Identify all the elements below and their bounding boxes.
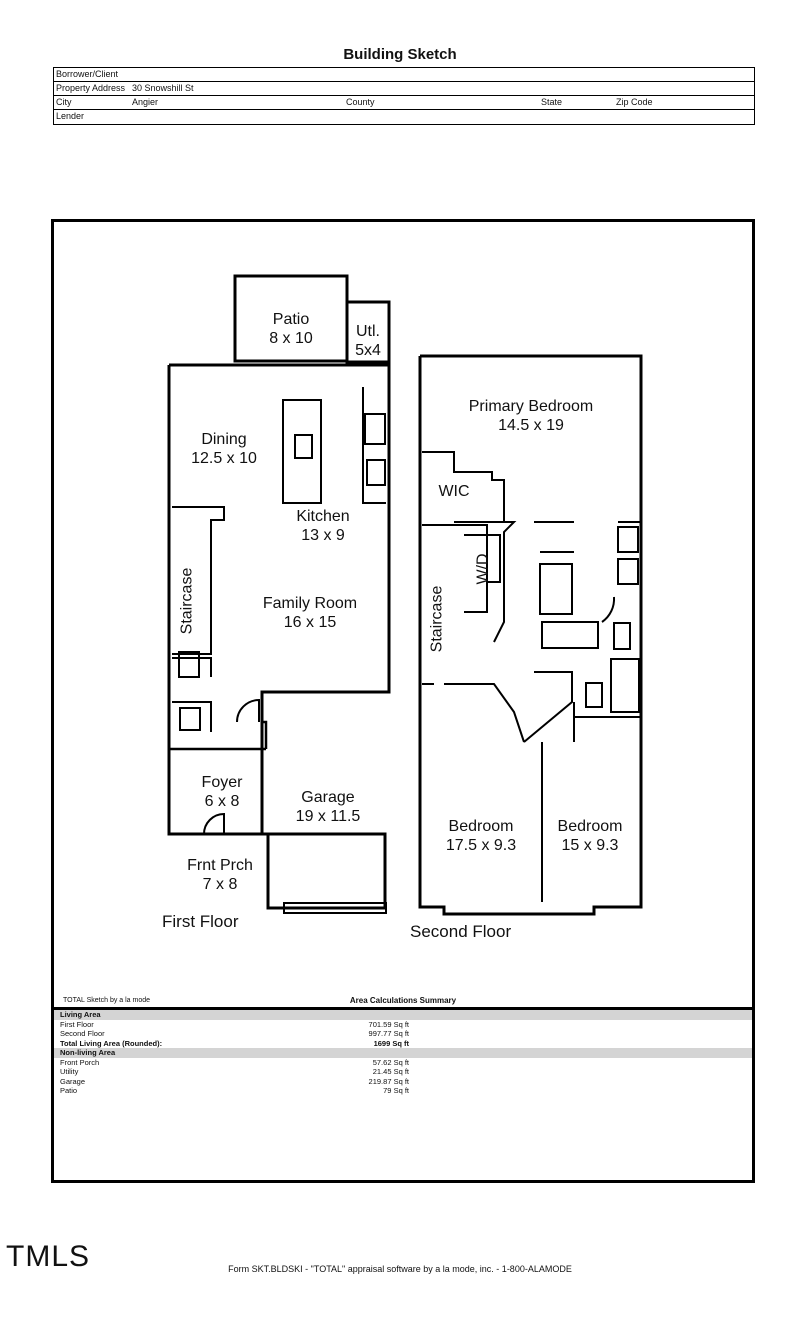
second-floor-label: Second Floor <box>410 922 512 941</box>
county-label: County <box>346 97 375 107</box>
mls-watermark-logo: TMLS <box>6 1240 91 1273</box>
address-value: 30 Snowshill St <box>132 83 194 93</box>
dining-dim: 12.5 x 10 <box>191 450 257 467</box>
porch-dim: 7 x 8 <box>202 876 238 893</box>
borrower-row <box>54 68 754 82</box>
patio-area-value: 79 Sq ft <box>383 1086 409 1095</box>
utility-label <box>355 322 381 360</box>
garage-label <box>296 788 361 826</box>
summary-row <box>54 1029 752 1039</box>
software-note: TOTAL Sketch by a la mode <box>63 997 151 1004</box>
kitchen-name: Kitchen <box>296 508 350 525</box>
lender-label: Lender <box>56 111 85 121</box>
summary-title-bar <box>54 995 752 1010</box>
city-value: Angier <box>132 97 159 107</box>
lender-row <box>54 110 754 124</box>
summary-row <box>54 1020 752 1030</box>
address-row <box>54 82 754 96</box>
staircase-label-second: Staircase <box>428 585 446 653</box>
fridge <box>367 460 385 485</box>
staircase-label-first: Staircase <box>178 567 196 635</box>
range <box>365 414 385 444</box>
kitchen-island <box>283 400 321 503</box>
kitchen-dim: 13 x 9 <box>301 527 345 544</box>
foyer-label <box>202 773 243 811</box>
porch-area-value: 57.62 Sq ft <box>372 1057 409 1067</box>
primary-bedroom-name: Primary Bedroom <box>468 398 594 415</box>
summary-row <box>54 1058 752 1068</box>
second-floor-area-label: Second Floor <box>60 1029 105 1038</box>
garage-area-value: 219.87 Sq ft <box>368 1076 409 1086</box>
garage-name: Garage <box>301 789 355 806</box>
utility-dim: 5x4 <box>355 342 381 359</box>
first-floor-label: First Floor <box>162 912 239 931</box>
summary-row <box>54 1067 752 1077</box>
kitchen-label <box>296 507 349 545</box>
bedroom-3-label <box>558 817 623 855</box>
second-floor-area-value: 997.77 Sq ft <box>368 1029 409 1038</box>
bedroom-3-name: Bedroom <box>557 818 623 835</box>
family-room-name: Family Room <box>262 595 358 612</box>
wic-label: WIC <box>438 483 470 500</box>
utility-name: Utl. <box>355 323 380 340</box>
porch-label <box>187 856 253 894</box>
bedroom-2-dim: 17.5 x 9.3 <box>445 837 517 854</box>
living-area-band <box>54 1010 752 1020</box>
sketch-sheet <box>51 219 755 1183</box>
utility-area-label: Utility <box>60 1067 79 1076</box>
total-area-label: Total Living Area (Rounded): <box>60 1038 163 1048</box>
patio-area-label: Patio <box>60 1086 78 1095</box>
foyer-name: Foyer <box>201 774 243 791</box>
living-area-label: Living Area <box>60 1010 101 1019</box>
primary-bedroom-label <box>469 397 593 435</box>
patio-label <box>269 310 313 348</box>
bedroom-2-label <box>446 817 516 855</box>
porch-name: Frnt Prch <box>187 857 253 874</box>
bedroom-3-dim: 15 x 9.3 <box>561 837 619 854</box>
non-living-area-band <box>54 1048 752 1058</box>
summary-heading: Area Calculations Summary <box>349 996 457 1005</box>
first-floor-area-label: First Floor <box>60 1019 94 1029</box>
total-area-value: 1699 Sq ft <box>373 1038 409 1048</box>
family-room-label <box>263 594 357 632</box>
summary-row <box>54 1077 752 1087</box>
utility-area-value: 21.45 Sq ft <box>372 1067 409 1076</box>
area-summary <box>54 1010 752 1096</box>
summary-row <box>54 1086 752 1096</box>
document-title: Building Sketch <box>343 46 457 63</box>
city-row <box>54 96 754 110</box>
garage-dim: 19 x 11.5 <box>295 808 361 825</box>
foyer-dim: 6 x 8 <box>204 793 240 810</box>
porch-area-label: Front Porch <box>60 1057 100 1067</box>
bedroom-2-name: Bedroom <box>448 818 514 835</box>
patio-name: Patio <box>272 311 310 328</box>
first-floor-area-value: 701.59 Sq ft <box>368 1019 409 1029</box>
dining-label <box>191 430 257 468</box>
borrower-label: Borrower/Client <box>56 69 119 79</box>
washer-dryer-label: W/D <box>474 553 492 585</box>
non-living-area-label: Non-living Area <box>60 1048 116 1057</box>
primary-bedroom-dim: 14.5 x 19 <box>498 417 564 434</box>
family-room-dim: 16 x 15 <box>283 614 337 631</box>
form-footer: Form SKT.BLDSKI - "TOTAL" appraisal software by a la mode, inc. - 1-800-ALAMODE <box>228 1264 572 1274</box>
dining-name: Dining <box>201 431 247 448</box>
zip-label: Zip Code <box>616 97 653 107</box>
garage-area-label: Garage <box>60 1076 86 1086</box>
state-label: State <box>541 97 563 107</box>
summary-total-row <box>54 1039 752 1049</box>
header-table <box>53 67 755 125</box>
address-label: Property Address <box>56 83 126 93</box>
patio-dim: 8 x 10 <box>269 330 313 347</box>
city-label: City <box>56 97 72 107</box>
